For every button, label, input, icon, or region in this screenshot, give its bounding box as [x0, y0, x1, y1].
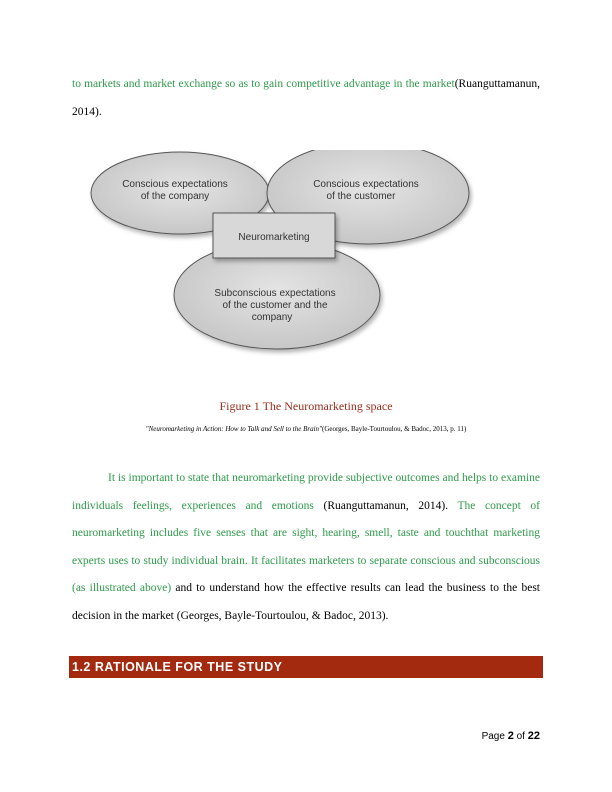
footer-page-word: Page [481, 731, 508, 742]
page-footer [420, 730, 540, 742]
bottom-oval-label-3: company [251, 312, 293, 323]
footer-page-number: 2 [507, 730, 514, 742]
bottom-oval-label-1: Subconscious expectations [214, 288, 336, 299]
intro-paragraph [72, 70, 540, 126]
center-box-label: Neuromarketing [238, 232, 310, 243]
body-sentence-2: The concept of neuromarketing includes five senses that are sight, hearing, smell, taste and touchthat marketing experts uses to study individual brain. It facilitates marketers to separate conscious and subconscious (as illustrated above) [72, 499, 540, 594]
figure-source [72, 425, 540, 433]
body-sentence-3: and to understand how the effective results can lead the business to the best decision in the market (Georges, Bayle-Tourtoulou, & Badoc, 2013). [72, 582, 540, 622]
left-oval-label-1: Conscious expectations [122, 179, 228, 190]
bottom-oval-label-2: of the customer and the [222, 300, 328, 311]
section-heading: 1.2 RATIONALE FOR THE STUDY [69, 656, 543, 678]
right-oval-label-1: Conscious expectations [313, 179, 419, 190]
figure-caption: Figure 1 The Neuromarketing space [219, 399, 393, 413]
neuromarketing-venn-diagram [85, 150, 475, 360]
footer-of-word: of [513, 731, 528, 742]
body-citation-1: (Ruanguttamanun, 2014). [313, 499, 449, 512]
intro-text: to markets and market exchange so as to gain competitive advantage in the market [72, 78, 455, 90]
figure-source-title: "Neuromarketing in Action: How to Talk and Sell to the Brain" [145, 425, 322, 433]
body-paragraph [72, 465, 540, 630]
body-sentence-1: It is important to state that neuromarketing provide subjective outcomes and helps to examine individuals feelings, experiences and emotions [72, 472, 540, 512]
left-oval-label-2: of the company [140, 191, 210, 202]
figure-source-ref: (Georges, Bayle-Tourtoulou, & Badoc, 2013, p. 11) [321, 425, 467, 433]
intro-citation: (Ruanguttamanun, 2014). [72, 78, 540, 118]
footer-page-total: 22 [527, 730, 540, 742]
right-oval-label-2: of the customer [326, 191, 396, 202]
